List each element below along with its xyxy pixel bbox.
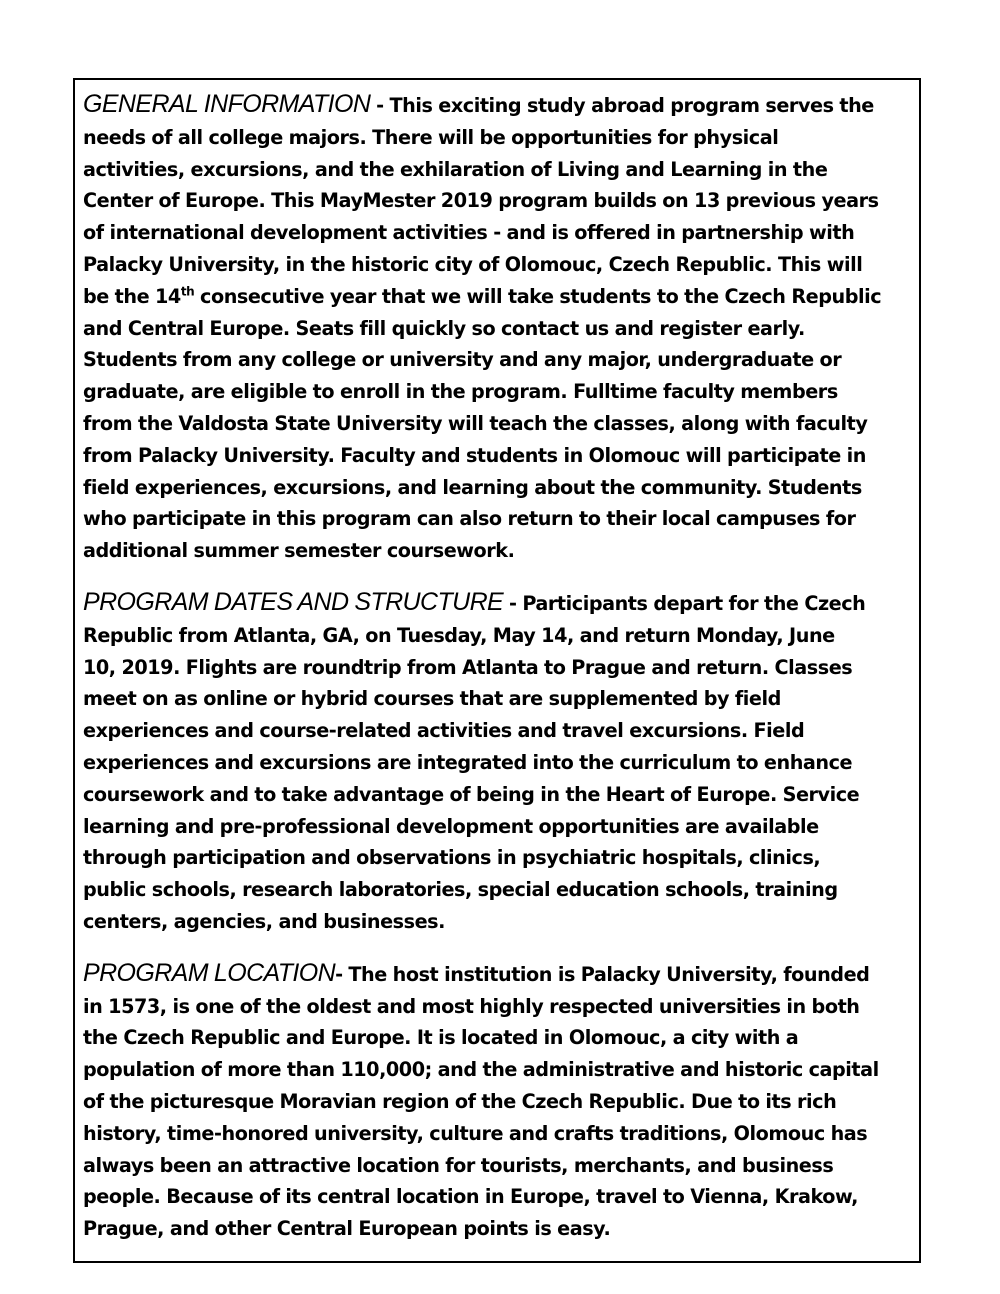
section-program-dates-and-structure bbox=[83, 587, 913, 938]
text-line: people. Because of its central location in Europe, travel to Vienna, Krakow, bbox=[83, 1185, 858, 1209]
text-line-ordinal bbox=[83, 281, 913, 313]
section-heading: GENERAL INFORMATION bbox=[83, 90, 371, 118]
document-frame bbox=[73, 78, 921, 1263]
text-line: additional summer semester coursework. bbox=[83, 539, 515, 563]
heading-separator: - bbox=[335, 962, 349, 986]
text-line: Republic from Atlanta, GA, on Tuesday, May 14, and return Monday, June bbox=[83, 623, 835, 647]
text-line: coursework and to take advantage of being in the Heart of Europe. Service bbox=[83, 782, 860, 806]
section-general-information bbox=[83, 89, 913, 567]
text-line: Participants depart for the Czech bbox=[522, 591, 866, 615]
text-line: learning and pre-professional development opportunities are available bbox=[83, 814, 819, 838]
text-line: in 1573, is one of the oldest and most highly respected universities in both bbox=[83, 994, 860, 1018]
text-line: graduate, are eligible to enroll in the program. Fulltime faculty members bbox=[83, 380, 838, 404]
text-line: experiences and course-related activities and travel excursions. Field bbox=[83, 719, 805, 743]
text-line: field experiences, excursions, and learning about the community. Students bbox=[83, 475, 862, 499]
text-fragment: be the 14 bbox=[83, 284, 181, 308]
text-line: Palacky University, in the historic city of Olomouc, Czech Republic. This will bbox=[83, 252, 863, 276]
text-line: centers, agencies, and businesses. bbox=[83, 909, 445, 933]
section-heading: PROGRAM DATES AND STRUCTURE bbox=[83, 587, 504, 616]
text-line: meet on as online or hybrid courses that are supplemented by field bbox=[83, 687, 781, 711]
text-line: This exciting study abroad program serves the bbox=[389, 94, 874, 117]
heading-separator: - bbox=[370, 94, 390, 117]
text-line: the Czech Republic and Europe. It is located in Olomouc, a city with a bbox=[83, 1026, 799, 1050]
text-line: of international development activities - and is offered in partnership with bbox=[83, 221, 855, 245]
text-line: needs of all college majors. There will be opportunities for physical bbox=[83, 125, 779, 149]
text-line: Students from any college or university and any major, undergraduate or bbox=[83, 348, 842, 372]
ordinal-suffix: th bbox=[180, 284, 195, 299]
text-line: always been an attractive location for tourists, merchants, and business bbox=[83, 1153, 834, 1177]
text-line: through participation and observations in psychiatric hospitals, clinics, bbox=[83, 846, 821, 870]
section-heading: PROGRAM LOCATION bbox=[83, 958, 336, 987]
text-line: from Palacky University. Faculty and students in Olomouc will participate in bbox=[83, 443, 866, 467]
text-line: who participate in this program can also return to their local campuses for bbox=[83, 507, 856, 531]
section-program-location bbox=[83, 958, 913, 1245]
text-line: Center of Europe. This MayMester 2019 program builds on 13 previous years bbox=[83, 189, 879, 213]
text-line: The host institution is Palacky University, founded bbox=[348, 962, 870, 986]
text-fragment: consecutive year that we will take students to the Czech Republic bbox=[194, 284, 882, 308]
text-line: Prague, and other Central European points is easy. bbox=[83, 1217, 611, 1241]
text-line: population of more than 110,000; and the administrative and historic capital bbox=[83, 1058, 879, 1082]
heading-separator: - bbox=[503, 591, 523, 615]
text-line: experiences and excursions are integrated into the curriculum to enhance bbox=[83, 750, 853, 774]
text-line: 10, 2019. Flights are roundtrip from Atlanta to Prague and return. Classes bbox=[83, 655, 853, 679]
text-line: of the picturesque Moravian region of the Czech Republic. Due to its rich bbox=[83, 1089, 837, 1113]
text-line: history, time-honored university, culture and crafts traditions, Olomouc has bbox=[83, 1121, 868, 1145]
text-line: and Central Europe. Seats fill quickly so contact us and register early. bbox=[83, 316, 805, 340]
text-line: from the Valdosta State University will teach the classes, along with faculty bbox=[83, 411, 868, 435]
text-line: activities, excursions, and the exhilaration of Living and Learning in the bbox=[83, 157, 828, 181]
text-line: public schools, research laboratories, special education schools, training bbox=[83, 878, 838, 902]
